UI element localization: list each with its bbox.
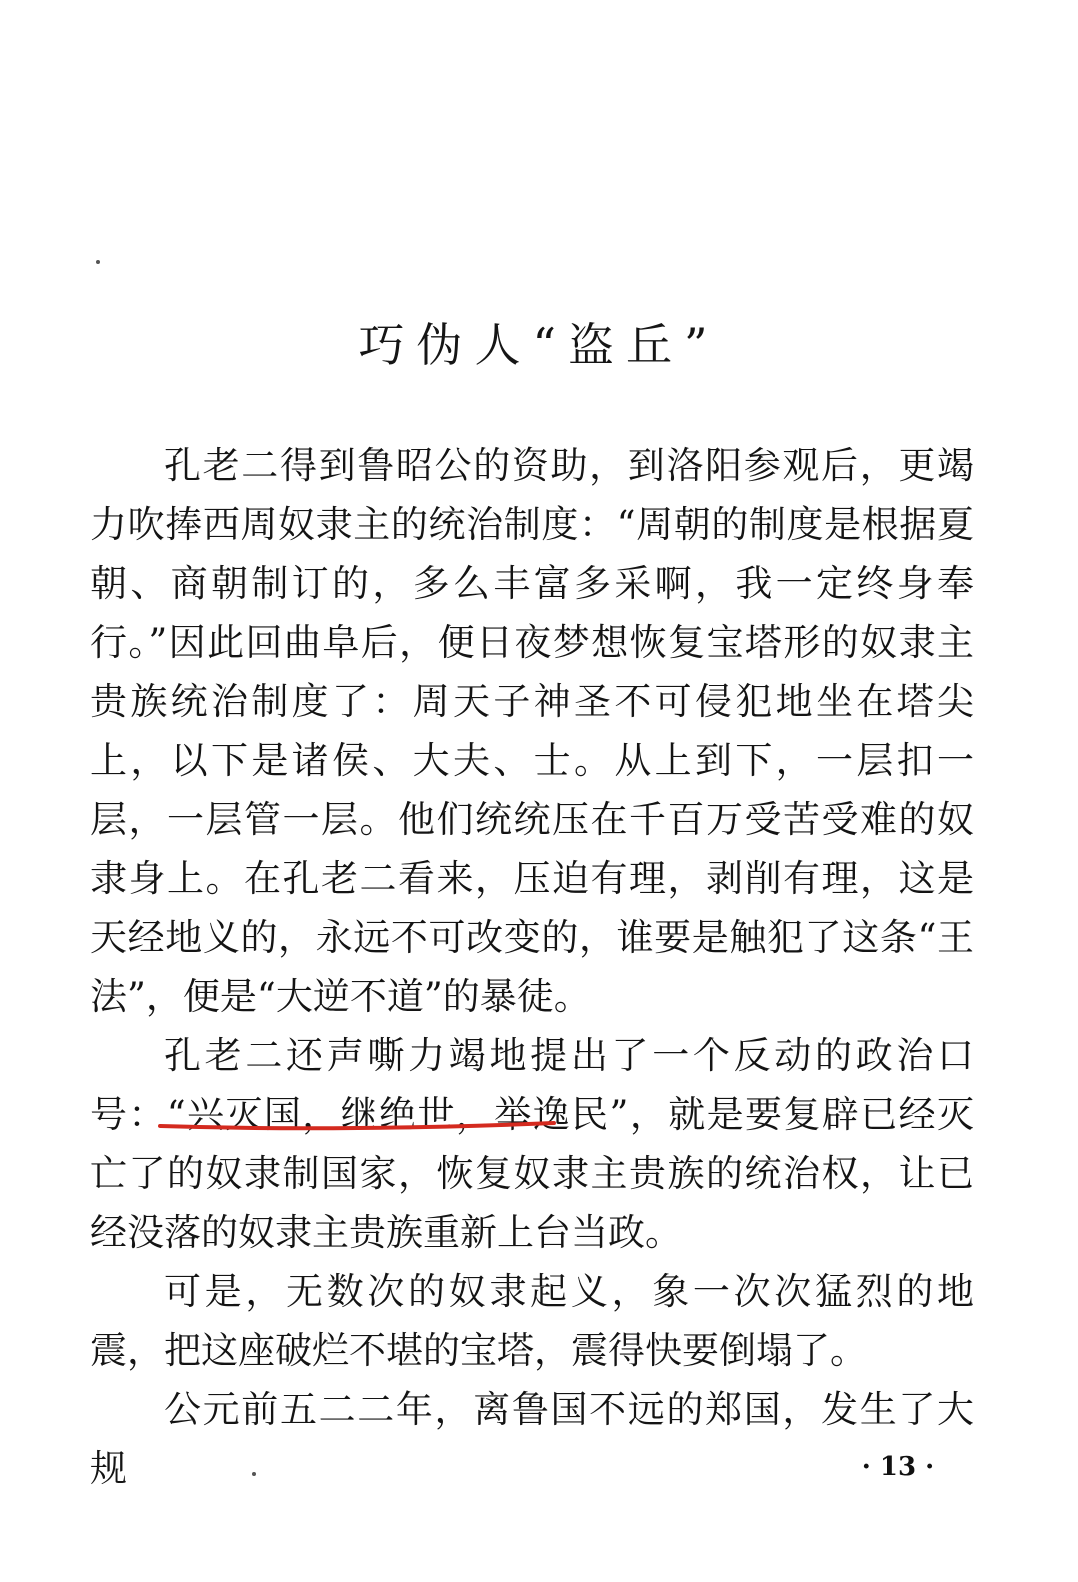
paragraph-1: 孔老二得到鲁昭公的资助，到洛阳参观后，更竭力吹捧西周奴隶主的统治制度：“周朝的制度是根据夏朝、商朝制订的，多么丰富多采啊，我一定终身奉行。”因此回曲阜后，便日夜梦想恢复宝塔形的奴隶主贵族统治制度了：周天子神圣不可侵犯地坐在塔尖上，以下是诸侯、大夫、士。从上到下，一层扣一层，一层管一层。他们统统压在千百万受苦受难的奴隶身上。在孔老二看来，压迫有理，剥削有理，这是天经地义的，永远不可改变的，谁要是触犯了这条“王法”，便是“大逆不道”的暴徒。: [90, 444, 974, 1018]
paragraph-2: [90, 1026, 974, 1262]
underlined-slogan: 兴灭国，继绝世，举逸民: [185, 1093, 610, 1136]
paragraph-3: 可是，无数次的奴隶起义，象一次次猛烈的地震，把这座破烂不堪的宝塔，震得快要倒塌了。: [90, 1270, 974, 1372]
scan-speck: [96, 260, 100, 264]
paragraph-4: 公元前五二二年，离鲁国不远的郑国，发生了大规: [90, 1388, 974, 1490]
paragraph-2-lead: 孔老二还声嘶力竭地提出了一个反动的政治口号：“: [90, 1034, 974, 1136]
paragraph-2-rest: ”，就是要复辟已经灭亡了的奴隶制国家，恢复奴隶主贵族的统治权，让已经没落的奴隶主贵族重新上台当政。: [90, 1093, 974, 1254]
chapter-title: 巧伪人“盗丘”: [358, 318, 720, 372]
body-text: [90, 436, 974, 1498]
page-number: · 13 ·: [861, 1452, 935, 1482]
red-underline-annotation: [158, 1120, 556, 1132]
